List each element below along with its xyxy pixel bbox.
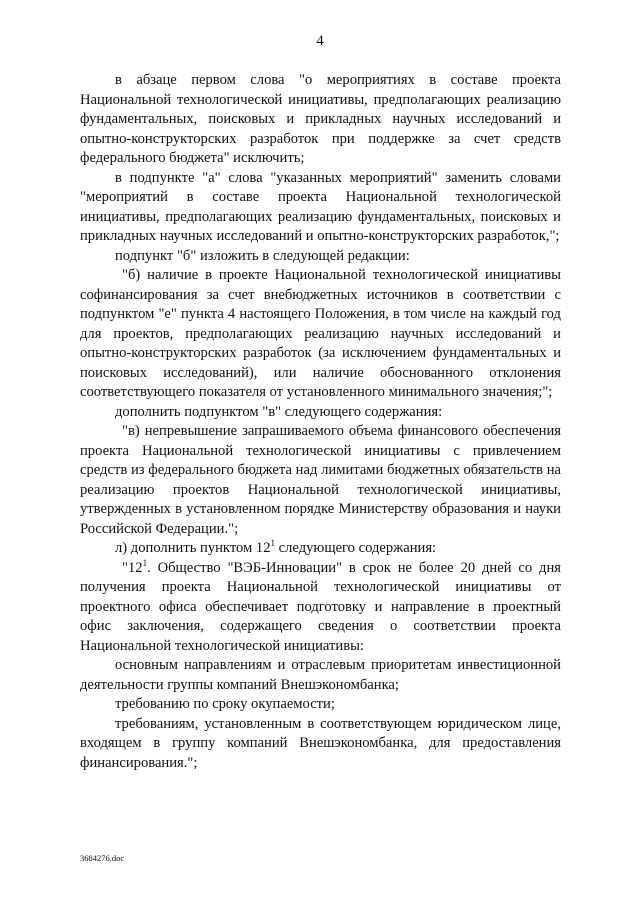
paragraph-point-12-1 xyxy=(80,559,561,657)
item-l-text-after: следующего содержания: xyxy=(275,540,437,556)
document-body xyxy=(80,71,561,773)
paragraph-financing-requirements: требованиям, установленным в соответствующем юридическом лице, входящем в группу компаний Внешэкономбанка, для предоставления финансирования."; xyxy=(80,715,561,771)
item-l-superscript: 1 xyxy=(270,538,276,548)
paragraph-subpoint-v-text: "в) непревышение запрашиваемого объема финансового обеспечения проекта Национальной технологической инициативы с привлечением средств из федерального бюджета над лимитами бюджетных обязательств на реализацию проектов Национальной технологической инициативы, утвержденных в установленном порядке Министерству образования и науки Российской Федерации."; xyxy=(80,423,561,537)
paragraph-add-subpoint-v: дополнить подпунктом "в" следующего содержания: xyxy=(115,403,443,420)
page-number: 4 xyxy=(316,33,324,49)
paragraph-investment-priorities: основным направлениям и отраслевым приоритетам инвестиционной деятельности группы компаний Внешэкономбанка; xyxy=(80,657,561,693)
paragraph-payback-period: требованию по сроку окупаемости; xyxy=(115,696,335,712)
paragraph-restate-subpoint-b: подпункт "б" изложить в следующей редакции: xyxy=(115,247,410,264)
point-12-1-text-before: "12 xyxy=(122,559,143,576)
point-12-1-text-after: . Общество "ВЭБ-Инновации" в срок не более 20 дней со дня получения проекта Национальной технологической инициативы от проектного офиса обеспечивает подготовку и направление в проектный офис заключения, содержащего сведения о соответствии проекта Национальной технологической инициативы: xyxy=(80,559,561,654)
paragraph-amend-subpoint-a: в подпункте "а" слова "указанных мероприятий" заменить словами "мероприятий в составе проекта Национальной технологической инициативы, предполагающих реализацию фундаментальных, поисковых и прикладных научных исследований и опытно-конструкторских разработок,"; xyxy=(80,169,561,244)
paragraph-item-l xyxy=(80,539,561,559)
document-file-id: 3684276.doc xyxy=(80,853,125,863)
item-l-text-before: л) дополнить пунктом 12 xyxy=(115,540,271,556)
paragraph-amend-first-abzac: в абзаце первом слова "о мероприятиях в составе проекта Национальной технологической инициативы, предполагающих реализацию фундаментальных, поисковых и прикладных научных исследований и опытно-конструкторских разработок при поддержке за счет средств федерального бюджета" исключить; xyxy=(80,72,561,166)
paragraph-subpoint-b-text: "б) наличие в проекте Национальной технологической инициативы софинансирования за счет внебюджетных источников в соответствии с подпунктом "е" пункта 4 настоящего Положения, в том числе на каждый год для проектов, предполагающих реализацию научных исследований и опытно-конструкторских разработок (за исключением фундаментальных и поисковых исследований), или наличие обоснованного отклонения соответствующего показателя от установленного минимального значения;"; xyxy=(80,267,561,400)
point-12-1-superscript: 1 xyxy=(142,557,148,568)
